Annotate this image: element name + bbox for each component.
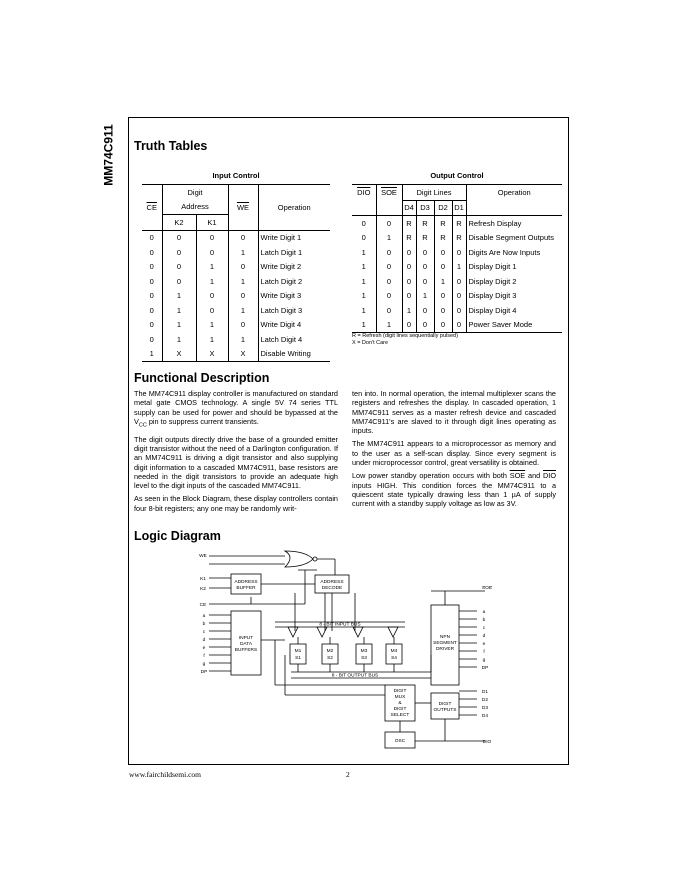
- ce-cell: 0: [149, 334, 154, 344]
- d3-cell: 0: [416, 318, 434, 333]
- note-refresh: R = Refresh (digit lines sequentially pulsed): [352, 333, 458, 339]
- d2-header: D2: [434, 200, 452, 216]
- dio-cell: 1: [361, 291, 366, 301]
- fd-paragraph-3: As seen in the Block Diagram, these display controllers contain four 8-bit registers; any one may be randomly writ-: [134, 494, 338, 513]
- d2-cell: R: [434, 216, 452, 231]
- d1-cell: 0: [452, 274, 466, 289]
- address-buffer-label-2: BUFFER: [236, 586, 256, 591]
- k1-cell: 0: [196, 245, 228, 260]
- register-m1: M1: [294, 649, 302, 654]
- d2-cell: 0: [434, 303, 452, 318]
- we-cell: 0: [228, 260, 258, 275]
- functional-description-heading: Functional Description: [134, 371, 270, 385]
- input-table-row: [142, 289, 330, 304]
- digit-header: Digit: [162, 185, 228, 200]
- we-cell: X: [228, 347, 258, 362]
- seg-out-b: b: [482, 618, 486, 623]
- seg-out-f: f: [483, 650, 485, 655]
- we-cell: 1: [228, 303, 258, 318]
- d4-cell: 0: [402, 289, 416, 304]
- fd-paragraph-4: ten into. In normal operation, the internal multiplexer scans the registers and refreshes the display. In cascaded operation, 1 MM74C911 serves as a master refresh device and cascaded MM74C911's are slaved to it through digit lines operating as inputs.: [352, 389, 556, 436]
- input-table-row: [142, 332, 330, 347]
- we-cell: 0: [228, 318, 258, 333]
- digit-mux-label-4: DIGIT: [393, 707, 407, 712]
- operation-header: Operation: [258, 200, 330, 215]
- digit-mux-label-5: SELECT: [390, 713, 410, 718]
- register-m3: M3: [360, 649, 368, 654]
- k1-cell: 0: [196, 289, 228, 304]
- dio-cell: 0: [361, 233, 366, 243]
- register-m2: M2: [326, 649, 334, 654]
- dio-pin-label: DIO: [482, 740, 492, 745]
- k1-header: K1: [196, 215, 228, 231]
- operation-cell: Latch Digit 4: [258, 332, 330, 347]
- output-table-notes: [352, 333, 458, 347]
- d3-cell: R: [416, 216, 434, 231]
- address-decode-label-1: ADDRESS: [320, 580, 344, 585]
- d4-cell: 1: [402, 303, 416, 318]
- d1-header: D1: [452, 200, 466, 216]
- seg-out-d: d: [482, 634, 486, 639]
- output-control-table: [352, 184, 562, 333]
- output-table-row: [352, 289, 562, 304]
- d1-cell: 0: [452, 289, 466, 304]
- k1-cell: 0: [196, 303, 228, 318]
- d1-cell: 0: [452, 318, 466, 333]
- ce-cell: 0: [149, 291, 154, 301]
- seg-out-a: a: [482, 610, 486, 615]
- k1-cell: 1: [196, 274, 228, 289]
- dio-cell: 1: [361, 262, 366, 272]
- we-cell: 1: [228, 274, 258, 289]
- input-table-row: [142, 274, 330, 289]
- k2-cell: 0: [162, 274, 196, 289]
- fd-paragraph-2: The digit outputs directly drive the base of a grounded emitter digit transistor without the need of a Darlington configuration. If an MM74C911 is driving a digit transistor and also supplying digit information to a cascaded MM74C911, base resistors are needed in the digit transistors to provide an adequate high level to the digit inputs of the cascaded MM74C911.: [134, 434, 338, 491]
- digit-out-d3: D3: [481, 706, 489, 711]
- d1-cell: R: [452, 216, 466, 231]
- k1-cell: 0: [196, 230, 228, 245]
- functional-description-right-column: [352, 389, 556, 513]
- d2-cell: 0: [434, 289, 452, 304]
- address-buffer-label-1: ADDRESS: [234, 580, 258, 585]
- out-operation-cell: Display Digit 2: [466, 274, 562, 289]
- operation-cell: Latch Digit 3: [258, 303, 330, 318]
- ce-cell: 0: [149, 233, 154, 243]
- output-table-row: [352, 274, 562, 289]
- k1-cell: 1: [196, 332, 228, 347]
- output-table-row: [352, 231, 562, 246]
- ce-cell: 0: [149, 247, 154, 257]
- d3-cell: 0: [416, 260, 434, 275]
- segment-driver-label-3: DRIVER: [435, 647, 455, 652]
- d3-cell: 0: [416, 245, 434, 260]
- input-table-row: [142, 303, 330, 318]
- output-table-row: [352, 216, 562, 231]
- input-control-caption: Input Control: [212, 171, 260, 180]
- d2-cell: 1: [434, 274, 452, 289]
- part-number-text: MM74C911: [101, 124, 116, 186]
- seg-out-e: e: [482, 642, 486, 647]
- d4-cell: 0: [402, 274, 416, 289]
- output-table-row: [352, 318, 562, 333]
- k2-cell: 1: [162, 318, 196, 333]
- k2-cell: 0: [162, 230, 196, 245]
- dio-cell: 1: [361, 276, 366, 286]
- seg-out-dp: DP: [481, 666, 489, 671]
- out-operation-cell: Display Digit 4: [466, 303, 562, 318]
- data-pin-d: d: [202, 638, 206, 643]
- digit-mux-label-2: MUX: [394, 695, 406, 700]
- soe-cell: 0: [376, 216, 402, 231]
- d1-cell: 1: [452, 260, 466, 275]
- dio-header: $\overline{DIO}$: [352, 185, 376, 201]
- dio-cell: 1: [352, 318, 376, 333]
- d1-cell: 0: [452, 245, 466, 260]
- d3-cell: 0: [416, 303, 434, 318]
- k2-cell: 0: [162, 245, 196, 260]
- out-operation-header: Operation: [466, 185, 562, 201]
- seg-out-c: c: [482, 626, 486, 631]
- digit-outputs-label-2: OUTPUTS: [433, 708, 457, 713]
- ce-cell: 0: [149, 262, 154, 272]
- input-data-buffers-label-3: BUFFERS: [234, 648, 258, 653]
- out-operation-cell: Digits Are Now Inputs: [466, 245, 562, 260]
- input-table-row: [142, 230, 330, 245]
- out-operation-cell: Display Digit 3: [466, 289, 562, 304]
- we-cell: 0: [228, 289, 258, 304]
- segment-driver-label-1: NPN: [439, 635, 451, 640]
- d3-header: D3: [416, 200, 434, 216]
- data-pin-b: b: [202, 622, 206, 627]
- soe-cell: 0: [376, 303, 402, 318]
- data-pin-dp: DP: [200, 670, 208, 675]
- k1-cell: X: [196, 347, 228, 362]
- output-table-row: [352, 303, 562, 318]
- k1-cell: 1: [196, 318, 228, 333]
- data-pin-f: f: [203, 654, 205, 659]
- dio-cell: 0: [361, 218, 366, 228]
- d3-cell: R: [416, 231, 434, 246]
- digit-out-d2: D2: [481, 698, 489, 703]
- d2-cell: 0: [434, 260, 452, 275]
- d3-cell: 1: [416, 289, 434, 304]
- input-bus-label: 8 - BIT INPUT BUS: [319, 622, 361, 628]
- k2-header: K2: [162, 215, 196, 231]
- input-data-buffers-label-1: INPUT: [238, 636, 254, 641]
- fd-paragraph-5: The MM74C911 appears to a microprocessor as memory and to the user as a self-scan display. Since every segment is under microprocessor control, great versatility is obtained.: [352, 439, 556, 468]
- ce-cell: 0: [149, 320, 154, 330]
- output-table-row: [352, 245, 562, 260]
- input-data-buffers-label-2: DATA: [239, 642, 253, 647]
- d4-cell: 0: [402, 260, 416, 275]
- digit-lines-header: Digit Lines: [402, 185, 466, 201]
- input-control-table: [142, 184, 330, 362]
- ce-header: $\overline{CE}$: [146, 202, 157, 212]
- operation-cell: Latch Digit 1: [258, 245, 330, 260]
- register-s2: S2: [327, 656, 333, 661]
- digit-out-d4: D4: [481, 714, 489, 719]
- soe-cell: 1: [376, 318, 402, 333]
- dio-cell: 1: [361, 305, 366, 315]
- fd-paragraph-6: Low power standby operation occurs with both $\overline{SOE}$ and $\overline{DIO}$ inputs HIGH. This condition forces the MM74C911 to a quiescent state typically drawing less than 1 µA of supply current with a standby supply voltage as low as 3V.: [352, 471, 556, 509]
- functional-description-left-column: [134, 389, 338, 517]
- input-table-row: [142, 318, 330, 333]
- footer-website: www.fairchildsemi.com: [129, 770, 201, 779]
- truth-tables-heading: Truth Tables: [134, 139, 208, 153]
- soe-header: $\overline{SOE}$: [376, 185, 402, 201]
- we-cell: 1: [228, 245, 258, 260]
- k1-pin-label: K1: [200, 577, 206, 582]
- out-operation-cell: Disable Segment Outputs: [466, 231, 562, 246]
- register-s4: S4: [391, 656, 397, 661]
- d3-cell: 0: [416, 274, 434, 289]
- ce-cell: 0: [149, 276, 154, 286]
- d4-cell: R: [402, 231, 416, 246]
- soe-cell: 1: [376, 231, 402, 246]
- input-table-row: [142, 260, 330, 275]
- seg-out-g: g: [482, 658, 486, 663]
- d1-cell: R: [452, 231, 466, 246]
- register-s1: S1: [295, 656, 301, 661]
- digit-out-d1: D1: [481, 690, 489, 695]
- we-pin-label: WE: [199, 554, 207, 559]
- logic-diagram: [195, 545, 495, 755]
- address-decode-label-2: DECODE: [321, 586, 343, 591]
- digit-outputs-label-1: DIGIT: [438, 702, 452, 707]
- operation-cell: Write Digit 2: [258, 260, 330, 275]
- d1-cell: 0: [452, 303, 466, 318]
- output-control-caption: Output Control: [430, 171, 484, 180]
- d4-cell: 0: [402, 318, 416, 333]
- input-table-row: [142, 245, 330, 260]
- address-header: Address: [162, 200, 228, 215]
- out-operation-cell: Display Digit 1: [466, 260, 562, 275]
- soe-cell: 0: [376, 260, 402, 275]
- d4-header: D4: [402, 200, 416, 216]
- d4-cell: 0: [402, 245, 416, 260]
- k2-cell: 1: [162, 303, 196, 318]
- part-number-side-title: [101, 118, 126, 198]
- dio-cell: 1: [361, 247, 366, 257]
- ce-cell: 1: [142, 347, 162, 362]
- digit-mux-label-3: &: [398, 701, 402, 706]
- output-table-row: [352, 260, 562, 275]
- d2-cell: 0: [434, 245, 452, 260]
- d4-cell: R: [402, 216, 416, 231]
- fd-paragraph-1: The MM74C911 display controller is manufactured on standard metal gate CMOS technology. A single 5V 74 series TTL supply can be used for power and should be bypassed at the $V_{CC}$ pin to suppress current transients.: [134, 389, 338, 429]
- data-pin-a: a: [202, 614, 206, 619]
- soe-cell: 0: [376, 274, 402, 289]
- note-dont-care: X = Don't Care: [352, 340, 389, 346]
- we-header: $\overline{WE}$: [228, 200, 258, 215]
- soe-pin-label: SOE: [481, 586, 493, 591]
- k1-cell: 1: [196, 260, 228, 275]
- output-bus-label: 8 - BIT OUTPUT BUS: [331, 673, 379, 679]
- register-s3: S3: [361, 656, 367, 661]
- k2-pin-label: K2: [200, 587, 206, 592]
- k2-cell: 0: [162, 260, 196, 275]
- data-pin-g: g: [202, 662, 206, 667]
- d2-cell: 0: [434, 318, 452, 333]
- operation-cell: Write Digit 4: [258, 318, 330, 333]
- logic-diagram-heading: Logic Diagram: [134, 529, 221, 543]
- input-table-row: [142, 347, 330, 362]
- data-pin-c: c: [202, 630, 206, 635]
- soe-cell: 0: [376, 289, 402, 304]
- k2-cell: X: [162, 347, 196, 362]
- register-m4: M4: [390, 649, 398, 654]
- data-pin-e: e: [202, 646, 206, 651]
- operation-cell: Latch Digit 2: [258, 274, 330, 289]
- osc-label: OSC: [394, 739, 406, 744]
- out-operation-cell: Power Saver Mode: [466, 318, 562, 333]
- digit-mux-label-1: DIGIT: [393, 689, 407, 694]
- operation-cell: Disable Writing: [258, 347, 330, 362]
- k2-cell: 1: [162, 289, 196, 304]
- ce-cell: 0: [149, 305, 154, 315]
- we-cell: 0: [228, 230, 258, 245]
- out-operation-cell: Refresh Display: [466, 216, 562, 231]
- operation-cell: Write Digit 3: [258, 289, 330, 304]
- segment-driver-label-2: SEGMENT: [433, 641, 457, 646]
- d2-cell: R: [434, 231, 452, 246]
- operation-cell: Write Digit 1: [258, 230, 330, 245]
- soe-cell: 0: [376, 245, 402, 260]
- k2-cell: 1: [162, 332, 196, 347]
- footer-page-number: 2: [346, 770, 350, 779]
- ce-pin-label: CE: [199, 603, 207, 608]
- we-cell: 1: [228, 332, 258, 347]
